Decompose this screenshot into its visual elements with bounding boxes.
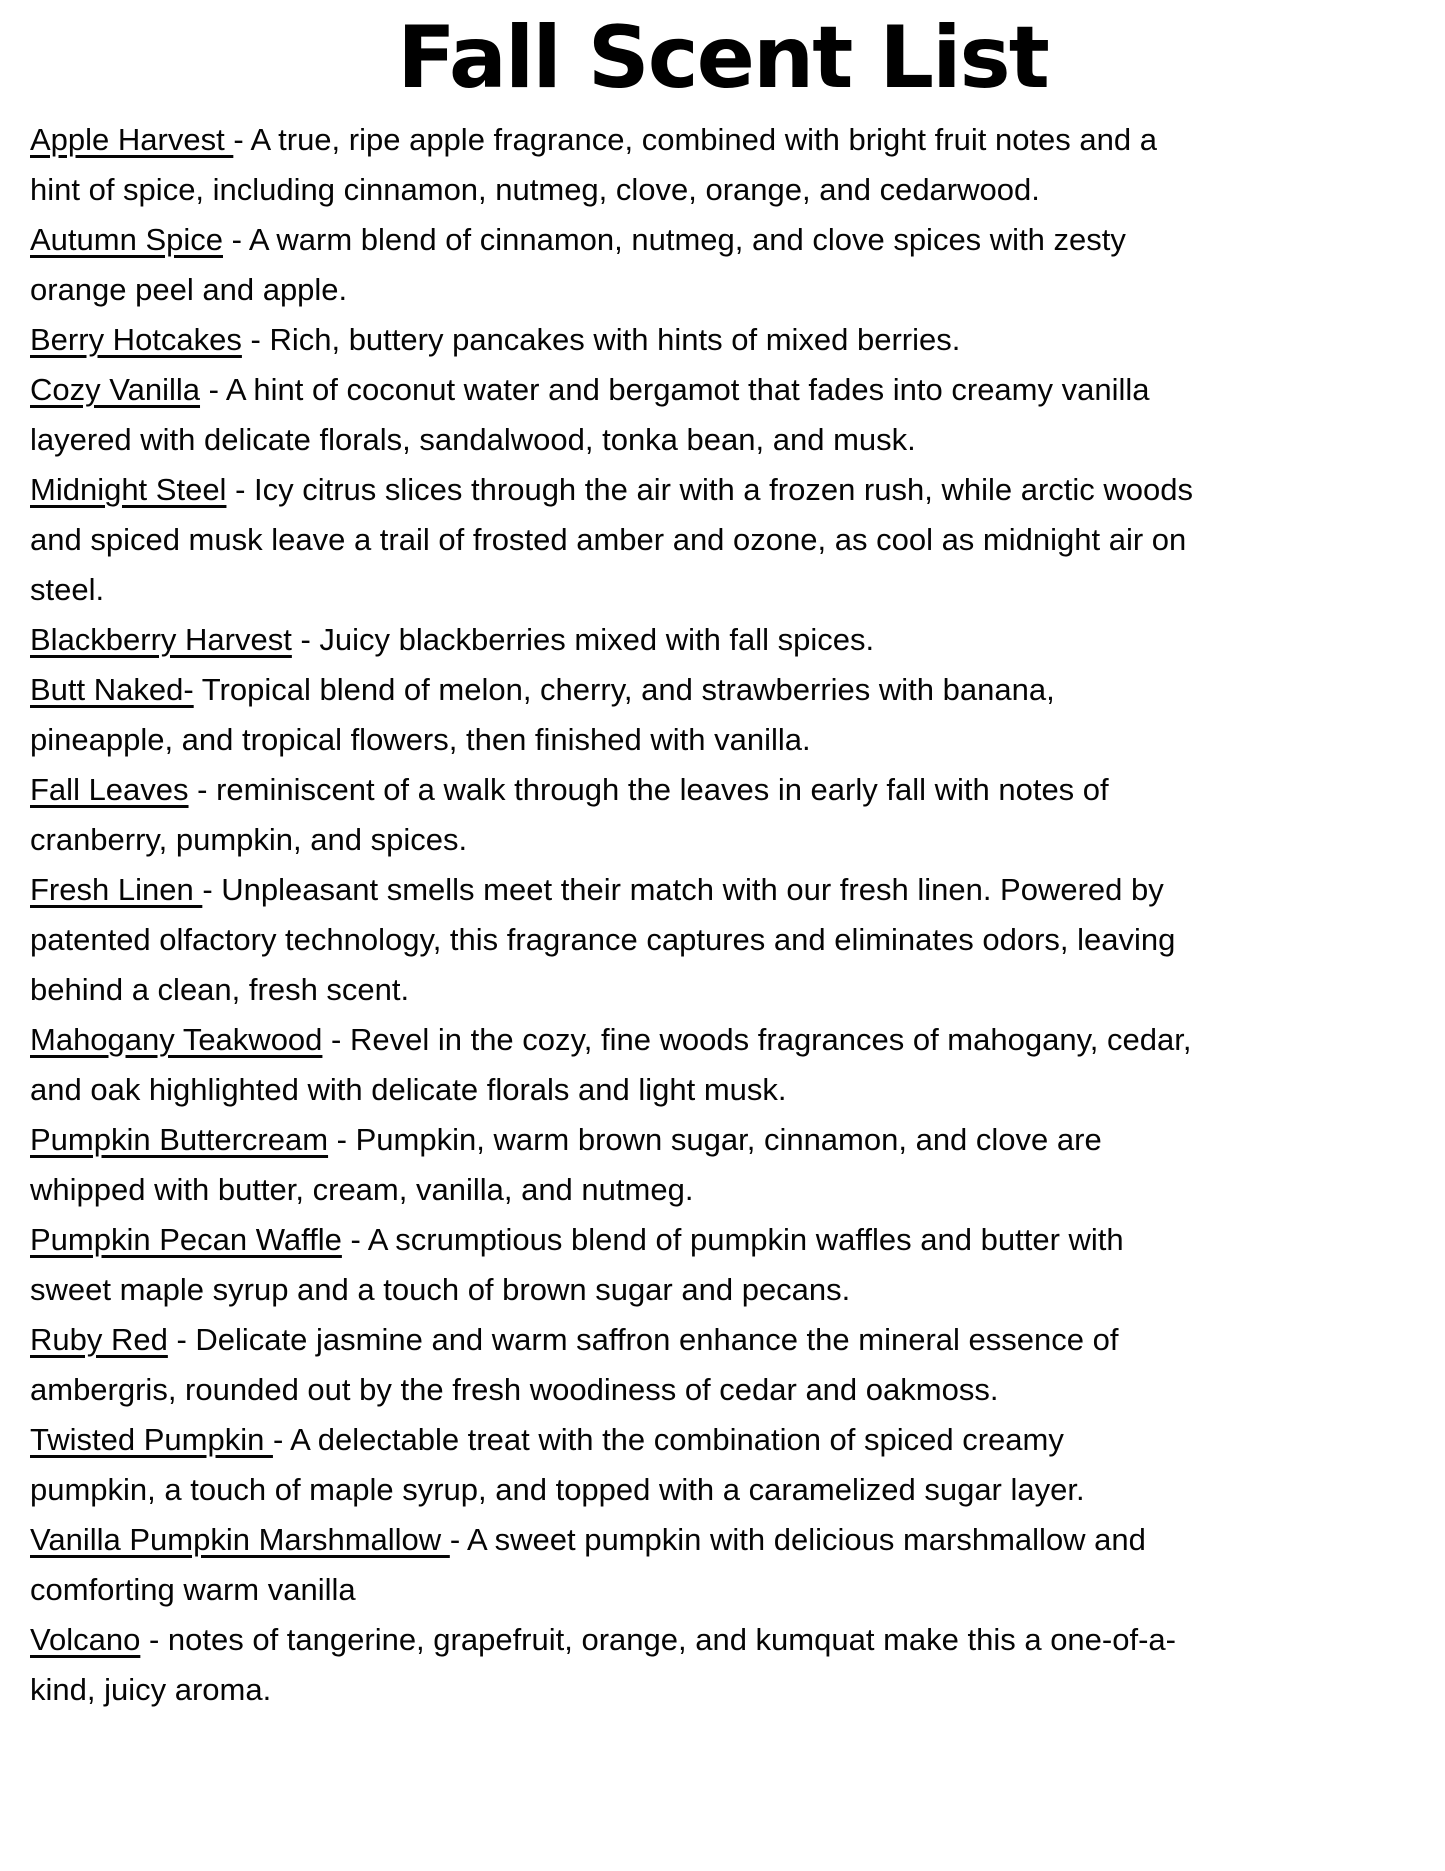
scent-name: Fall Leaves [30, 771, 189, 807]
scent-description: - Delicate jasmine and warm saffron enhance the mineral essence of ambergris, rounded out by the fresh woodiness of cedar and oakmoss. [30, 1321, 1119, 1407]
scent-entry [30, 1015, 1195, 1115]
page-title: Fall Scent List [397, 8, 1048, 108]
scent-entry [30, 215, 1195, 315]
scent-description: - A delectable treat with the combination of spiced creamy pumpkin, a touch of maple syrup, and topped with a caramelized sugar layer. [30, 1421, 1085, 1507]
scent-entry [30, 665, 1195, 765]
scent-description: - Unpleasant smells meet their match with our fresh linen. Powered by patented olfactory technology, this fragrance captures and eliminates odors, leaving behind a clean, fresh scent. [30, 871, 1176, 1007]
scent-description: - A warm blend of cinnamon, nutmeg, and clove spices with zesty orange peel and apple. [30, 221, 1126, 307]
scent-entry [30, 1615, 1195, 1715]
scent-name: Fresh Linen [30, 871, 203, 907]
scent-name: Midnight Steel [30, 471, 227, 507]
scent-name: Twisted Pumpkin [30, 1421, 273, 1457]
scent-name: Ruby Red [30, 1321, 168, 1357]
scent-description: - A scrumptious blend of pumpkin waffles and butter with sweet maple syrup and a touch of brown sugar and pecans. [30, 1221, 1124, 1307]
scent-name: Apple Harvest [30, 121, 234, 157]
scent-name: Autumn Spice [30, 221, 223, 257]
scent-description: - Icy citrus slices through the air with a frozen rush, while arctic woods and spiced musk leave a trail of frosted amber and ozone, as cool as midnight air on steel. [30, 471, 1193, 607]
scent-entry [30, 1515, 1195, 1615]
scent-description: - Pumpkin, warm brown sugar, cinnamon, and clove are whipped with butter, cream, vanilla, and nutmeg. [30, 1121, 1102, 1207]
scent-description: - notes of tangerine, grapefruit, orange, and kumquat make this a one-of-a-kind, juicy aroma. [30, 1621, 1176, 1707]
scent-description: - A true, ripe apple fragrance, combined with bright fruit notes and a hint of spice, including cinnamon, nutmeg, clove, orange, and cedarwood. [30, 121, 1157, 207]
scent-description: - A hint of coconut water and bergamot that fades into creamy vanilla layered with delicate florals, sandalwood, tonka bean, and musk. [30, 371, 1150, 457]
scent-name: Cozy Vanilla [30, 371, 201, 407]
scent-entry [30, 1215, 1195, 1315]
scent-description: - Juicy blackberries mixed with fall spices. [291, 621, 875, 657]
scent-name: Butt Naked- [30, 671, 194, 707]
scent-entry [30, 365, 1195, 465]
scent-entry [30, 765, 1195, 865]
scent-description: - Rich, buttery pancakes with hints of mixed berries. [241, 321, 961, 357]
scent-name: Volcano [30, 1621, 141, 1657]
scent-name: Mahogany Teakwood [30, 1021, 323, 1057]
scent-description: Tropical blend of melon, cherry, and strawberries with banana, pineapple, and tropical flowers, then finished with vanilla. [30, 671, 1055, 757]
scent-entry [30, 315, 1195, 365]
scent-entry [30, 1315, 1195, 1415]
scent-name: Pumpkin Pecan Waffle [30, 1221, 342, 1257]
scent-name: Blackberry Harvest [30, 621, 292, 657]
scent-list [30, 115, 1195, 1715]
scent-entry [30, 1115, 1195, 1215]
scent-name: Vanilla Pumpkin Marshmallow [30, 1521, 450, 1557]
scent-entry [30, 115, 1195, 215]
scent-entry [30, 465, 1195, 615]
scent-name: Pumpkin Buttercream [30, 1121, 329, 1157]
scent-entry [30, 1415, 1195, 1515]
scent-description: - Revel in the cozy, fine woods fragrances of mahogany, cedar, and oak highlighted with delicate florals and light musk. [30, 1021, 1192, 1107]
scent-entry [30, 615, 1195, 665]
scent-name: Berry Hotcakes [30, 321, 242, 357]
scent-description: - reminiscent of a walk through the leaves in early fall with notes of cranberry, pumpkin, and spices. [30, 771, 1109, 857]
scent-description: - A sweet pumpkin with delicious marshmallow and comforting warm vanilla [30, 1521, 1146, 1607]
scent-entry [30, 865, 1195, 1015]
